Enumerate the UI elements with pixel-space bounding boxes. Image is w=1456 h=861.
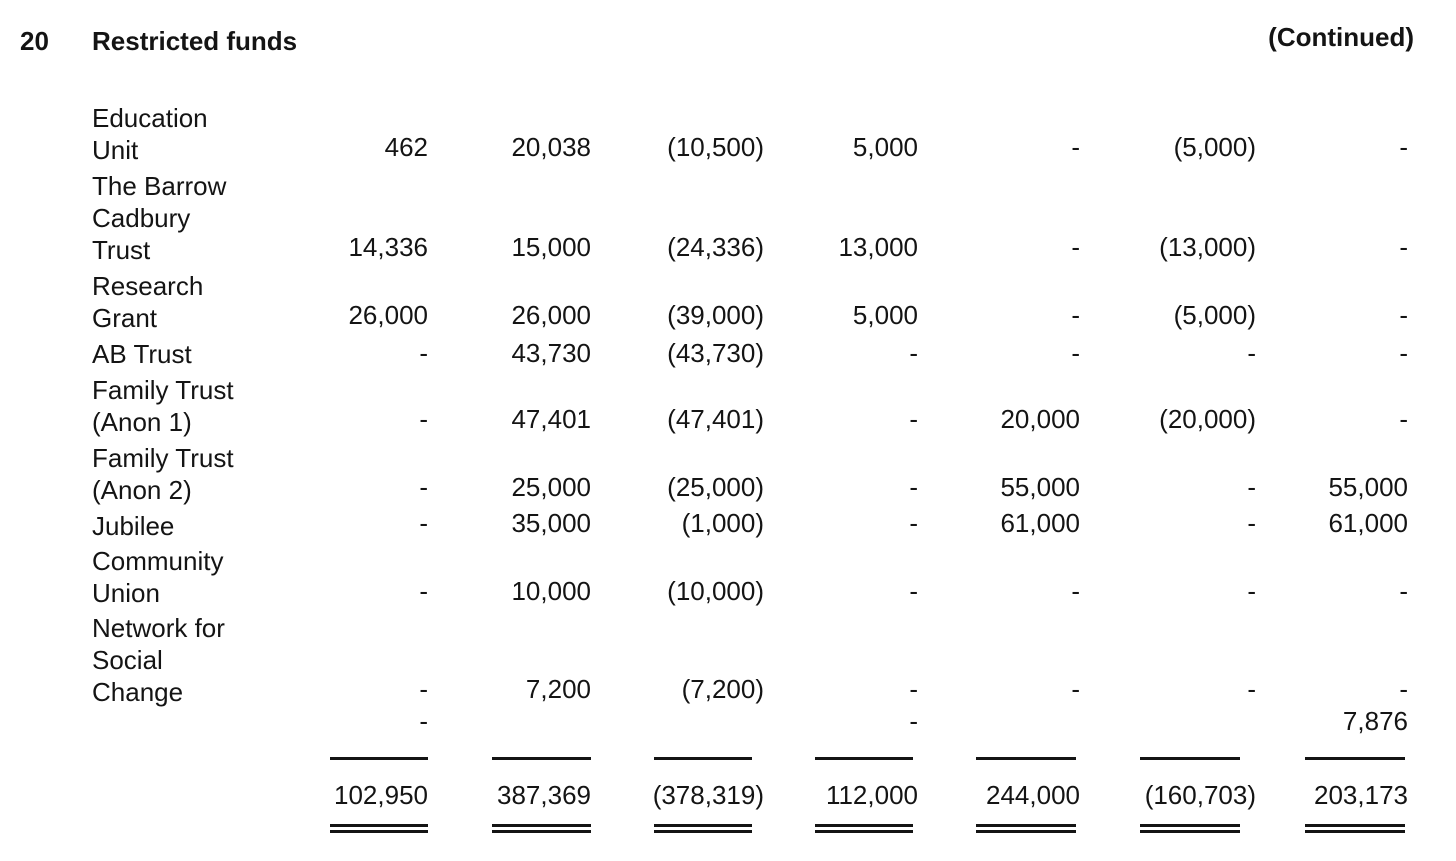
amount-cell: - xyxy=(909,404,918,434)
total-double-rule xyxy=(492,824,591,833)
amount-cell: 5,000 xyxy=(852,132,918,162)
amount-cell: - xyxy=(419,674,428,704)
total-cell: 102,950 xyxy=(334,780,428,810)
amount-cell: - xyxy=(419,706,428,736)
fund-name: Network for Social Change xyxy=(92,613,225,707)
subtotal-rule xyxy=(492,757,591,760)
amount-cell: (43,730) xyxy=(667,338,764,368)
amount-cell: 35,000 xyxy=(511,508,591,538)
amount-cell: - xyxy=(419,472,428,502)
total-double-rule xyxy=(815,824,913,833)
amount-cell: - xyxy=(909,472,918,502)
total-cell: (160,703) xyxy=(1144,780,1256,810)
note-title: Restricted funds xyxy=(92,26,298,56)
amount-cell: (5,000) xyxy=(1173,132,1256,162)
amount-cell: (5,000) xyxy=(1173,300,1256,330)
amount-cell: (1,000) xyxy=(681,508,764,538)
amount-cell: - xyxy=(419,508,428,538)
amount-cell: (39,000) xyxy=(667,300,764,330)
amount-cell: (25,000) xyxy=(667,472,764,502)
subtotal-rule xyxy=(1305,757,1405,760)
total-cell: 387,369 xyxy=(497,780,591,810)
amount-cell: 20,038 xyxy=(511,132,591,162)
fund-name: Research Grant xyxy=(92,271,204,333)
amount-cell: 61,000 xyxy=(1328,508,1408,538)
amount-cell: (24,336) xyxy=(667,232,764,262)
amount-cell: (7,200) xyxy=(681,674,764,704)
amount-cell: - xyxy=(1399,674,1408,704)
amount-cell: - xyxy=(1399,232,1408,262)
amount-cell: 7,200 xyxy=(525,674,591,704)
amount-cell: (20,000) xyxy=(1159,404,1256,434)
total-cell: (378,319) xyxy=(652,780,764,810)
amount-cell: - xyxy=(909,508,918,538)
amount-cell: 15,000 xyxy=(511,232,591,262)
fund-name: Education Unit xyxy=(92,103,208,165)
total-cell: 203,173 xyxy=(1314,780,1408,810)
total-double-rule xyxy=(330,824,428,833)
amount-cell: - xyxy=(1399,338,1408,368)
amount-cell: - xyxy=(1399,300,1408,330)
amount-cell: - xyxy=(419,338,428,368)
amount-cell: 61,000 xyxy=(1000,508,1080,538)
fund-name: Community Union xyxy=(92,546,224,608)
continued-label: (Continued) xyxy=(1268,22,1414,52)
amount-cell: - xyxy=(1399,404,1408,434)
total-cell: 112,000 xyxy=(825,780,918,810)
fund-name: AB Trust xyxy=(92,339,192,369)
amount-cell: - xyxy=(909,706,918,736)
subtotal-rule xyxy=(654,757,752,760)
amount-cell: - xyxy=(1071,232,1080,262)
total-double-rule xyxy=(654,824,752,833)
subtotal-rule xyxy=(815,757,913,760)
amount-cell: 47,401 xyxy=(511,404,591,434)
amount-cell: 10,000 xyxy=(511,576,591,606)
amount-cell: 55,000 xyxy=(1328,472,1408,502)
total-double-rule xyxy=(1305,824,1405,833)
amount-cell: - xyxy=(1247,508,1256,538)
total-double-rule xyxy=(1140,824,1240,833)
amount-cell: - xyxy=(1247,576,1256,606)
amount-cell: - xyxy=(909,576,918,606)
amount-cell: (13,000) xyxy=(1159,232,1256,262)
amount-cell: 43,730 xyxy=(511,338,591,368)
amount-cell: 5,000 xyxy=(852,300,918,330)
amount-cell: (47,401) xyxy=(667,404,764,434)
subtotal-rule xyxy=(330,757,428,760)
amount-cell: 14,336 xyxy=(348,232,428,262)
amount-cell: - xyxy=(419,576,428,606)
amount-cell: - xyxy=(909,674,918,704)
amount-cell: 7,876 xyxy=(1342,706,1408,736)
amount-cell: 13,000 xyxy=(838,232,918,262)
fund-name: The Barrow Cadbury Trust xyxy=(92,171,227,265)
total-cell: 244,000 xyxy=(986,780,1080,810)
amount-cell: 462 xyxy=(384,132,428,162)
amount-cell: - xyxy=(1247,338,1256,368)
amount-cell: - xyxy=(1071,300,1080,330)
amount-cell: 26,000 xyxy=(348,300,428,330)
amount-cell: - xyxy=(1399,132,1408,162)
subtotal-rule xyxy=(1140,757,1240,760)
amount-cell: - xyxy=(1071,576,1080,606)
amount-cell: - xyxy=(419,404,428,434)
amount-cell: - xyxy=(1071,674,1080,704)
amount-cell: 55,000 xyxy=(1000,472,1080,502)
subtotal-rule xyxy=(976,757,1076,760)
amount-cell: - xyxy=(1071,338,1080,368)
amount-cell: - xyxy=(1247,674,1256,704)
fund-name: Jubilee xyxy=(92,511,175,541)
amount-cell: 26,000 xyxy=(511,300,591,330)
fund-name: Family Trust (Anon 1) xyxy=(92,375,234,437)
amount-cell: 20,000 xyxy=(1000,404,1080,434)
amount-cell: (10,500) xyxy=(667,132,764,162)
fund-name: Family Trust (Anon 2) xyxy=(92,443,234,505)
amount-cell: - xyxy=(909,338,918,368)
amount-cell: - xyxy=(1247,472,1256,502)
amount-cell: 25,000 xyxy=(511,472,591,502)
amount-cell: - xyxy=(1399,576,1408,606)
total-double-rule xyxy=(976,824,1076,833)
amount-cell: (10,000) xyxy=(667,576,764,606)
note-number: 20 xyxy=(20,26,49,56)
amount-cell: - xyxy=(1071,132,1080,162)
